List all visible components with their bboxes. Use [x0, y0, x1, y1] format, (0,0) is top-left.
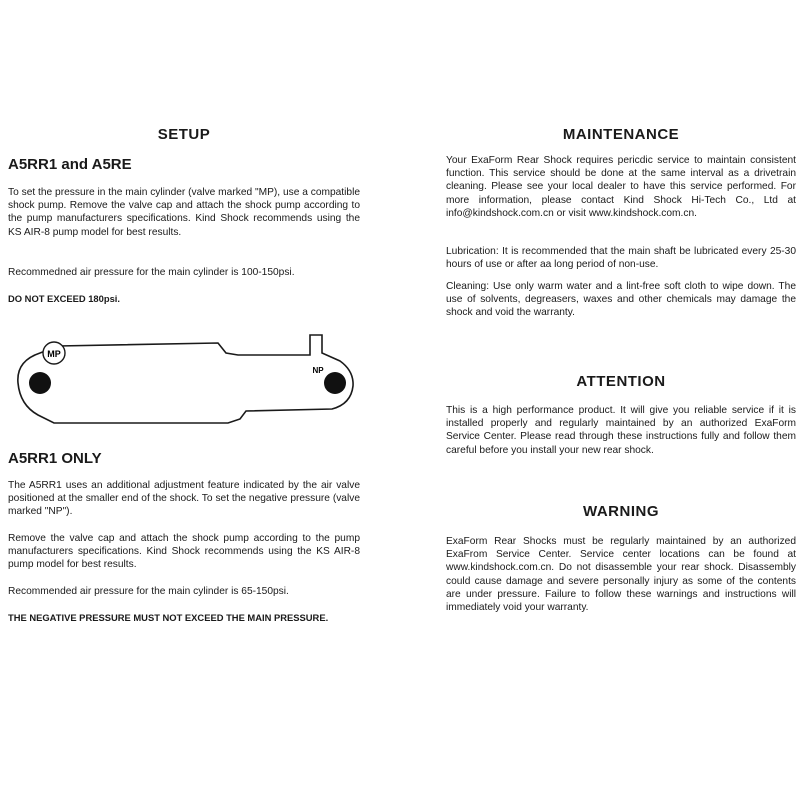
a5rr1-only-paragraph-2: Remove the valve cap and attach the shock pump according to the pump manufacturers specifications. Kind Shock recommends using the KS AIR-8 pump model for best results.	[8, 533, 360, 571]
mp-label: MP	[47, 349, 61, 359]
a5rr1-only-paragraph-1: The A5RR1 uses an additional adjustment feature indicated by the air valve positioned at the smaller end of the shock. To set the negative pressure (valve marked "NP").	[8, 480, 360, 518]
shock-diagram	[10, 331, 360, 431]
attention-heading: ATTENTION	[576, 373, 666, 390]
setup-heading: SETUP	[157, 126, 211, 143]
a5rr1-only-title: A5RR1 ONLY	[8, 450, 102, 467]
left-eyelet	[29, 372, 51, 394]
np-label: NP	[312, 366, 324, 375]
warning-heading: WARNING	[583, 503, 659, 520]
right-eyelet	[324, 372, 346, 394]
maintenance-heading: MAINTENANCE	[562, 126, 680, 143]
a5rr1-a5re-title: A5RR1 and A5RE	[8, 156, 132, 173]
a5rr1-a5re-paragraph-1: To set the pressure in the main cylinder (valve marked "MP), use a compatible shock pump. Remove the valve cap and attach the shock pump according to the pump manufacturers specifications. Kind Shock recommends using the KS AIR-8 pump model for best results.	[8, 187, 360, 238]
warning-paragraph: ExaForm Rear Shocks must be regularly maintained by an authorized ExaFrom Service Center. Service center locations can be found at www.kindshock.com.cn. Do not disassemble your rear shock. Disassembly could cause damage and severe personally injury as some of the contents are under pressure. Failure to follow these warnings and instructions will immediately void your warranty.	[446, 536, 796, 614]
attention-paragraph: This is a high performance product. It will give you reliable service if it is installed properly and regularly maintained by an authorized ExaForm Service Center. Please read through these instructions fully and follow them careful before you install your new rear shock.	[446, 405, 796, 456]
a5rr1-a5re-paragraph-2: Recommedned air pressure for the main cylinder is 100-150psi.	[8, 267, 295, 278]
maintenance-lubrication: Lubrication: It is recommended that the main shaft be lubricated every 25-30 hours of use or after aa long period of non-use.	[446, 246, 796, 271]
maintenance-cleaning: Cleaning: Use only warm water and a lint-free soft cloth to wipe down. The use of solvents, degreasers, waxes and other chemicals may damage the shock and void the warranty.	[446, 281, 796, 319]
a5rr1-only-paragraph-3: Recommended air pressure for the main cylinder is 65-150psi.	[8, 586, 289, 597]
negative-pressure-warning: THE NEGATIVE PRESSURE MUST NOT EXCEED THE MAIN PRESSURE.	[8, 612, 329, 623]
maintenance-paragraph-1: Your ExaForm Rear Shock requires pericdic service to maintain consistent function. This service should be done at the same interval as a drivetrain cleaning. Please see your local dealer to have this service performed. For more information, please contact Kind Shock Hi-Tech Co., Ltd at info@kindshock.com.cn or visit www.kindshock.com.cn.	[446, 155, 796, 219]
shock-outline	[18, 335, 353, 423]
do-not-exceed-warning: DO NOT EXCEED 180psi.	[8, 293, 121, 304]
